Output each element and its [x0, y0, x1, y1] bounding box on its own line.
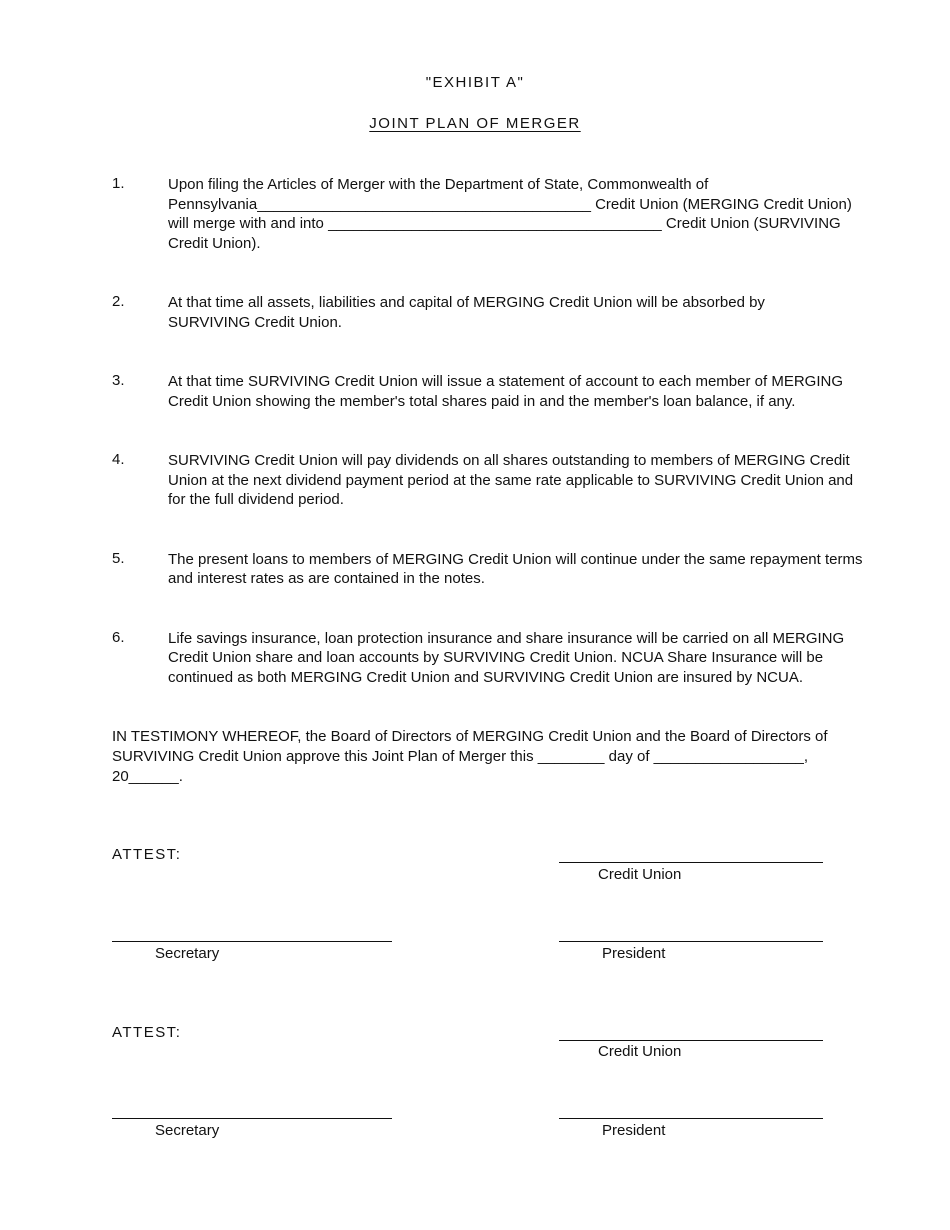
item-line: Credit Union).	[168, 235, 261, 252]
credit-union-signature-line[interactable]	[559, 1040, 823, 1041]
document-title	[0, 115, 950, 132]
president-signature-line[interactable]	[559, 941, 823, 942]
attest-label: ATTEST:	[112, 1024, 182, 1041]
secretary-signature-line[interactable]	[112, 941, 392, 942]
credit-union-label: Credit Union	[598, 866, 682, 883]
item-line: continued as both MERGING Credit Union and SURVIVING Credit Union are insured by NCUA.	[168, 669, 804, 686]
attest-label: ATTEST:	[112, 846, 182, 863]
item-line: SURVIVING Credit Union will pay dividends on all shares outstanding to members of MERGING Credit	[168, 452, 850, 469]
secretary-signature-line[interactable]	[112, 1118, 392, 1119]
item-number: 1.	[112, 175, 125, 192]
item-line: Union at the next dividend payment period at the same rate applicable to SURVIVING Credit Union and	[168, 472, 854, 489]
item-line: Credit Union share and loan accounts by SURVIVING Credit Union. NCUA Share Insurance will be	[168, 649, 824, 666]
testimony-line: SURVIVING Credit Union approve this Joint Plan of Merger this ________ day of __________________,	[112, 748, 809, 765]
item-line: Life savings insurance, loan protection insurance and share insurance will be carried on all MERGING	[168, 630, 845, 647]
item-line: At that time all assets, liabilities and capital of MERGING Credit Union will be absorbed by	[168, 294, 765, 311]
item-line: will merge with and into ________________________________________ Credit Union (SURVIVING	[168, 215, 841, 232]
secretary-label: Secretary	[155, 945, 220, 962]
president-label: President	[602, 1122, 666, 1139]
exhibit-label: "EXHIBIT A"	[425, 74, 525, 91]
president-label: President	[602, 945, 666, 962]
item-line: SURVIVING Credit Union.	[168, 314, 342, 331]
credit-union-label: Credit Union	[598, 1043, 682, 1060]
item-line: for the full dividend period.	[168, 491, 344, 508]
testimony-line: IN TESTIMONY WHEREOF, the Board of Directors of MERGING Credit Union and the Board of Directors of	[112, 728, 828, 745]
president-signature-line[interactable]	[559, 1118, 823, 1119]
item-number: 6.	[112, 629, 125, 646]
secretary-label: Secretary	[155, 1122, 220, 1139]
testimony-line: 20______.	[112, 768, 183, 785]
item-number: 4.	[112, 451, 125, 468]
item-line: Pennsylvania________________________________________ Credit Union (MERGING Credit Union)	[168, 196, 852, 213]
document-title-text: JOINT PLAN OF MERGER	[369, 115, 581, 132]
item-line: and interest rates as are contained in the notes.	[168, 570, 485, 587]
item-number: 2.	[112, 293, 125, 310]
item-line: At that time SURVIVING Credit Union will issue a statement of account to each member of MERGING	[168, 373, 843, 390]
item-line: The present loans to members of MERGING Credit Union will continue under the same repayment terms	[168, 551, 863, 568]
item-number: 5.	[112, 550, 125, 567]
credit-union-signature-line[interactable]	[559, 862, 823, 863]
item-number: 3.	[112, 372, 125, 389]
item-line: Credit Union showing the member's total shares paid in and the member's loan balance, if any.	[168, 393, 796, 410]
item-line: Upon filing the Articles of Merger with the Department of State, Commonwealth of	[168, 176, 709, 193]
